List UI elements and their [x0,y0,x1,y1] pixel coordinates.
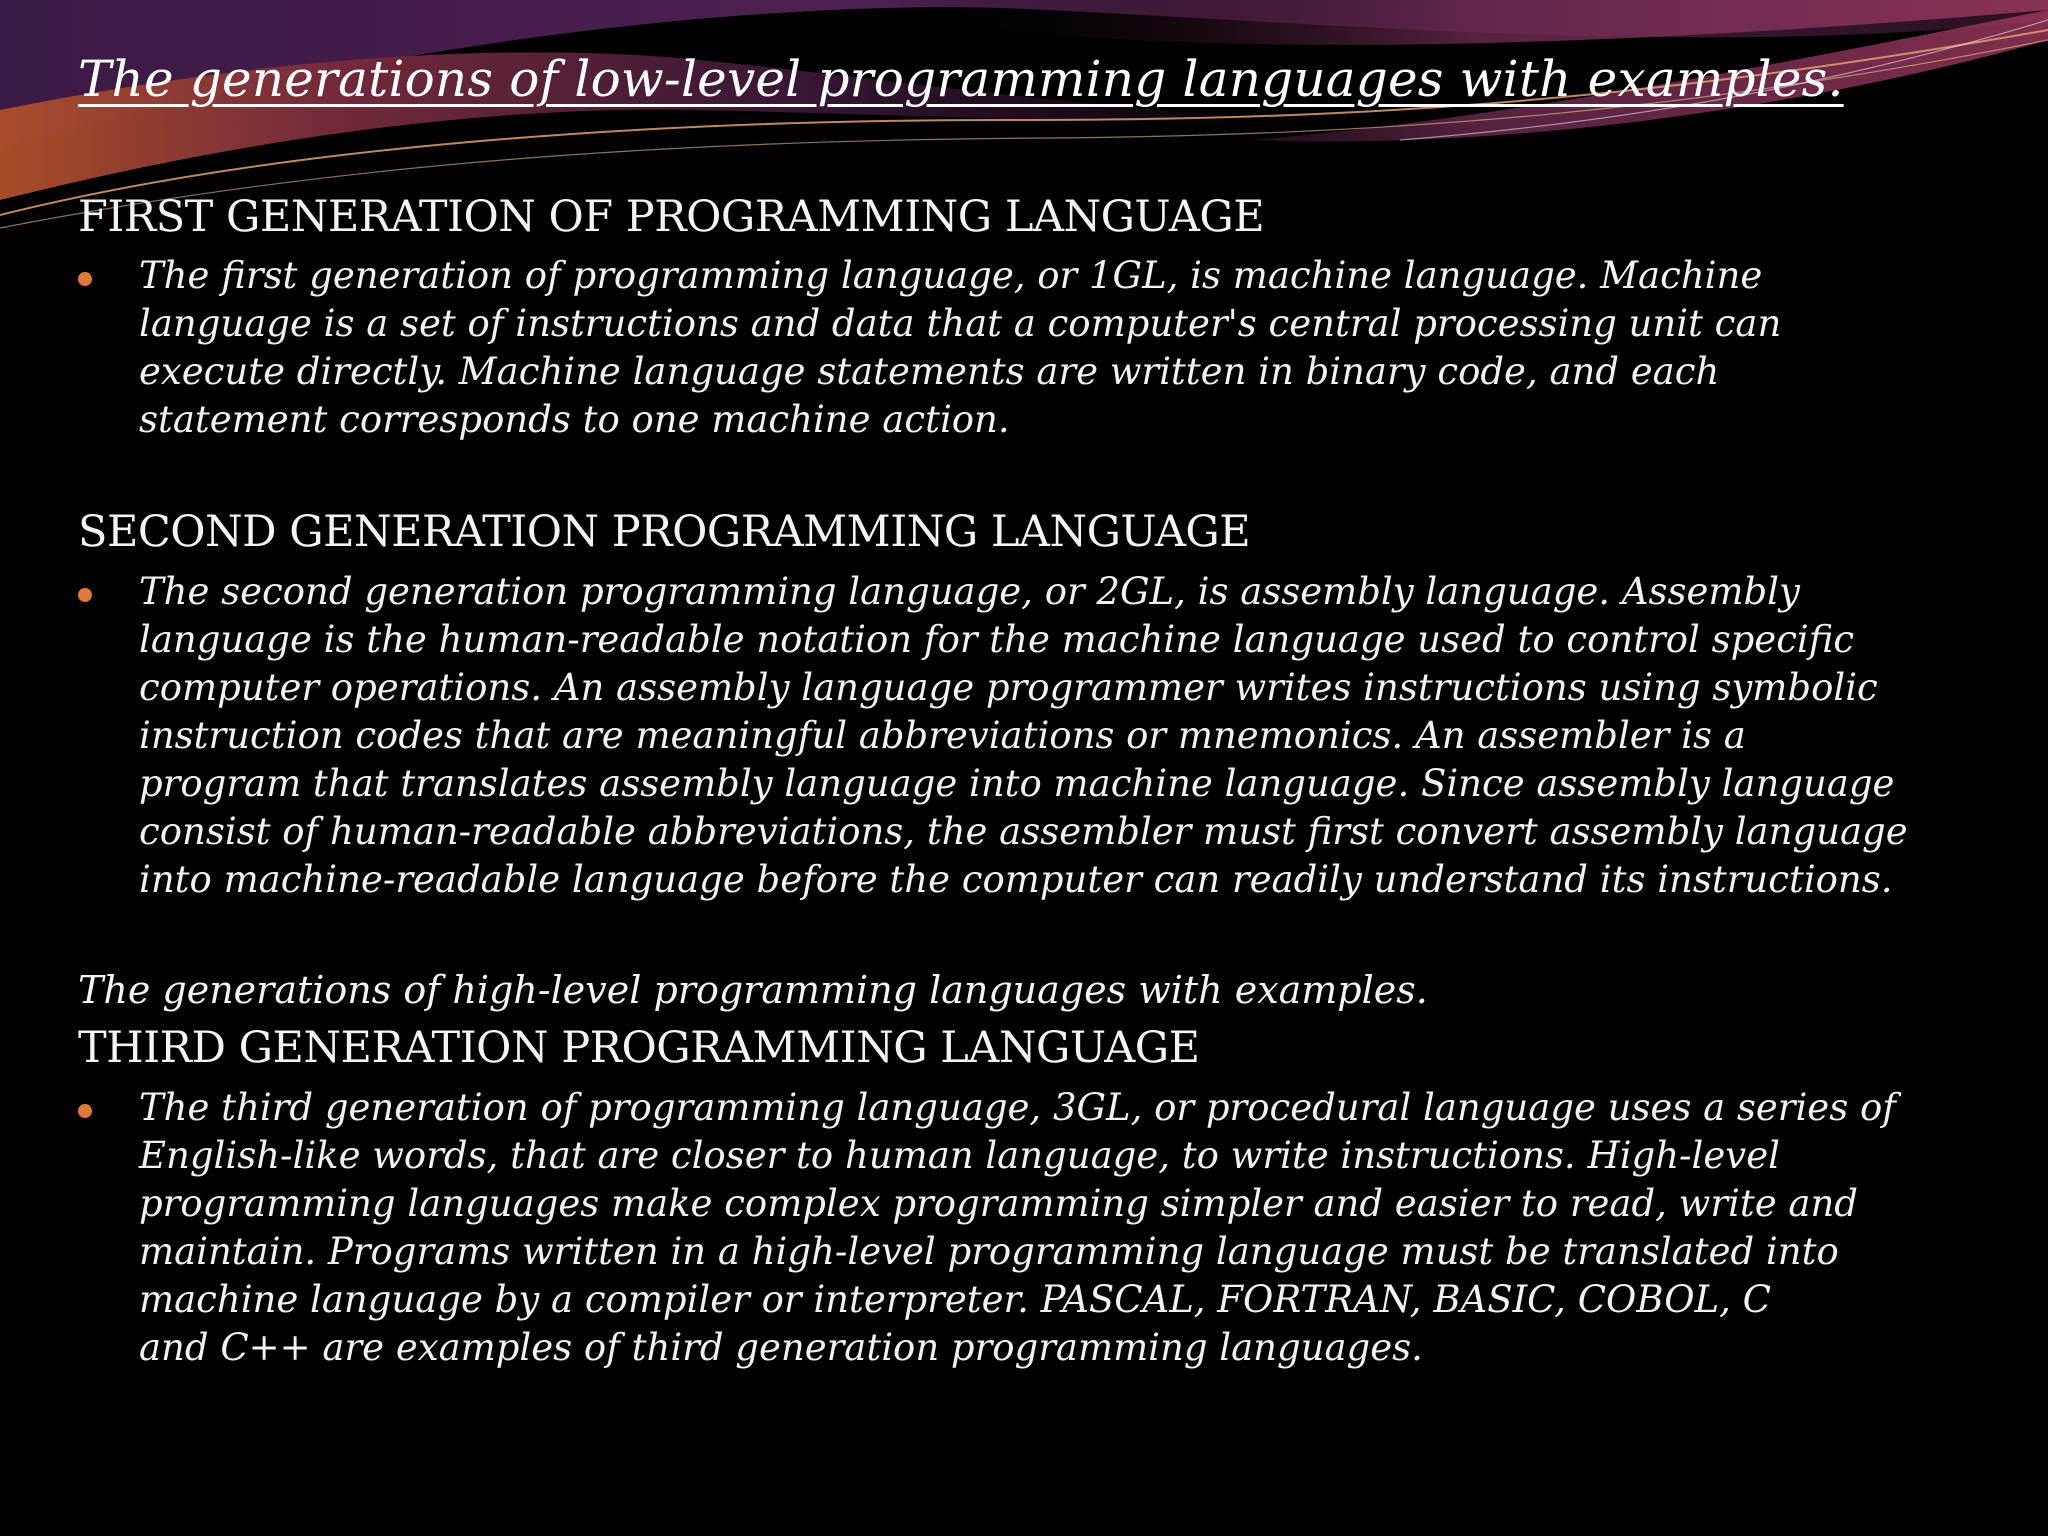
first-generation-bullet [78,252,2019,444]
first-generation-text: The first generation of programming language, or 1GL, is machine language. Machine language is a set of instructions and data that a computer's central processing unit can execute directly. Machine language statements are written in binary code, and each statement corresponds to one machine action. [139,254,1782,441]
slide-title: The generations of low-level programming languages with examples. [78,50,1844,108]
high-level-subtitle: The generations of high-level programming languages with examples. [78,968,1428,1012]
bullet-icon [78,588,92,602]
third-generation-bullet [78,1084,2019,1372]
third-generation-heading: THIRD GENERATION PROGRAMMING LANGUAGE [78,1023,1200,1073]
first-generation-heading: FIRST GENERATION OF PROGRAMMING LANGUAGE [78,192,1265,242]
second-generation-heading: SECOND GENERATION PROGRAMMING LANGUAGE [78,507,1251,557]
second-generation-bullet [78,568,2019,904]
bullet-icon [78,1104,92,1118]
bullet-icon [78,272,92,286]
third-generation-text: The third generation of programming language, 3GL, or procedural language uses a series of English-like words, that are closer to human language, to write instructions. High-level programming languages make complex programming simpler and easier to read, write and maintain. Programs written in a high-level programming language must be translated into machine language by a compiler or interpreter. PASCAL, FORTRAN, BASIC, COBOL, C and C++ are examples of third generation programming languages. [139,1086,1896,1369]
second-generation-text: The second generation programming language, or 2GL, is assembly language. Assembly language is the human-readable notation for the machine language used to control specific computer operations. An assembly language programmer writes instructions using symbolic instruction codes that are meaningful abbreviations or mnemonics. An assembler is a program that translates assembly language into machine language. Since assembly language consist of human-readable abbreviations, the assembler must first convert assembly language into machine-readable language before the computer can readily understand its instructions. [139,570,1908,901]
